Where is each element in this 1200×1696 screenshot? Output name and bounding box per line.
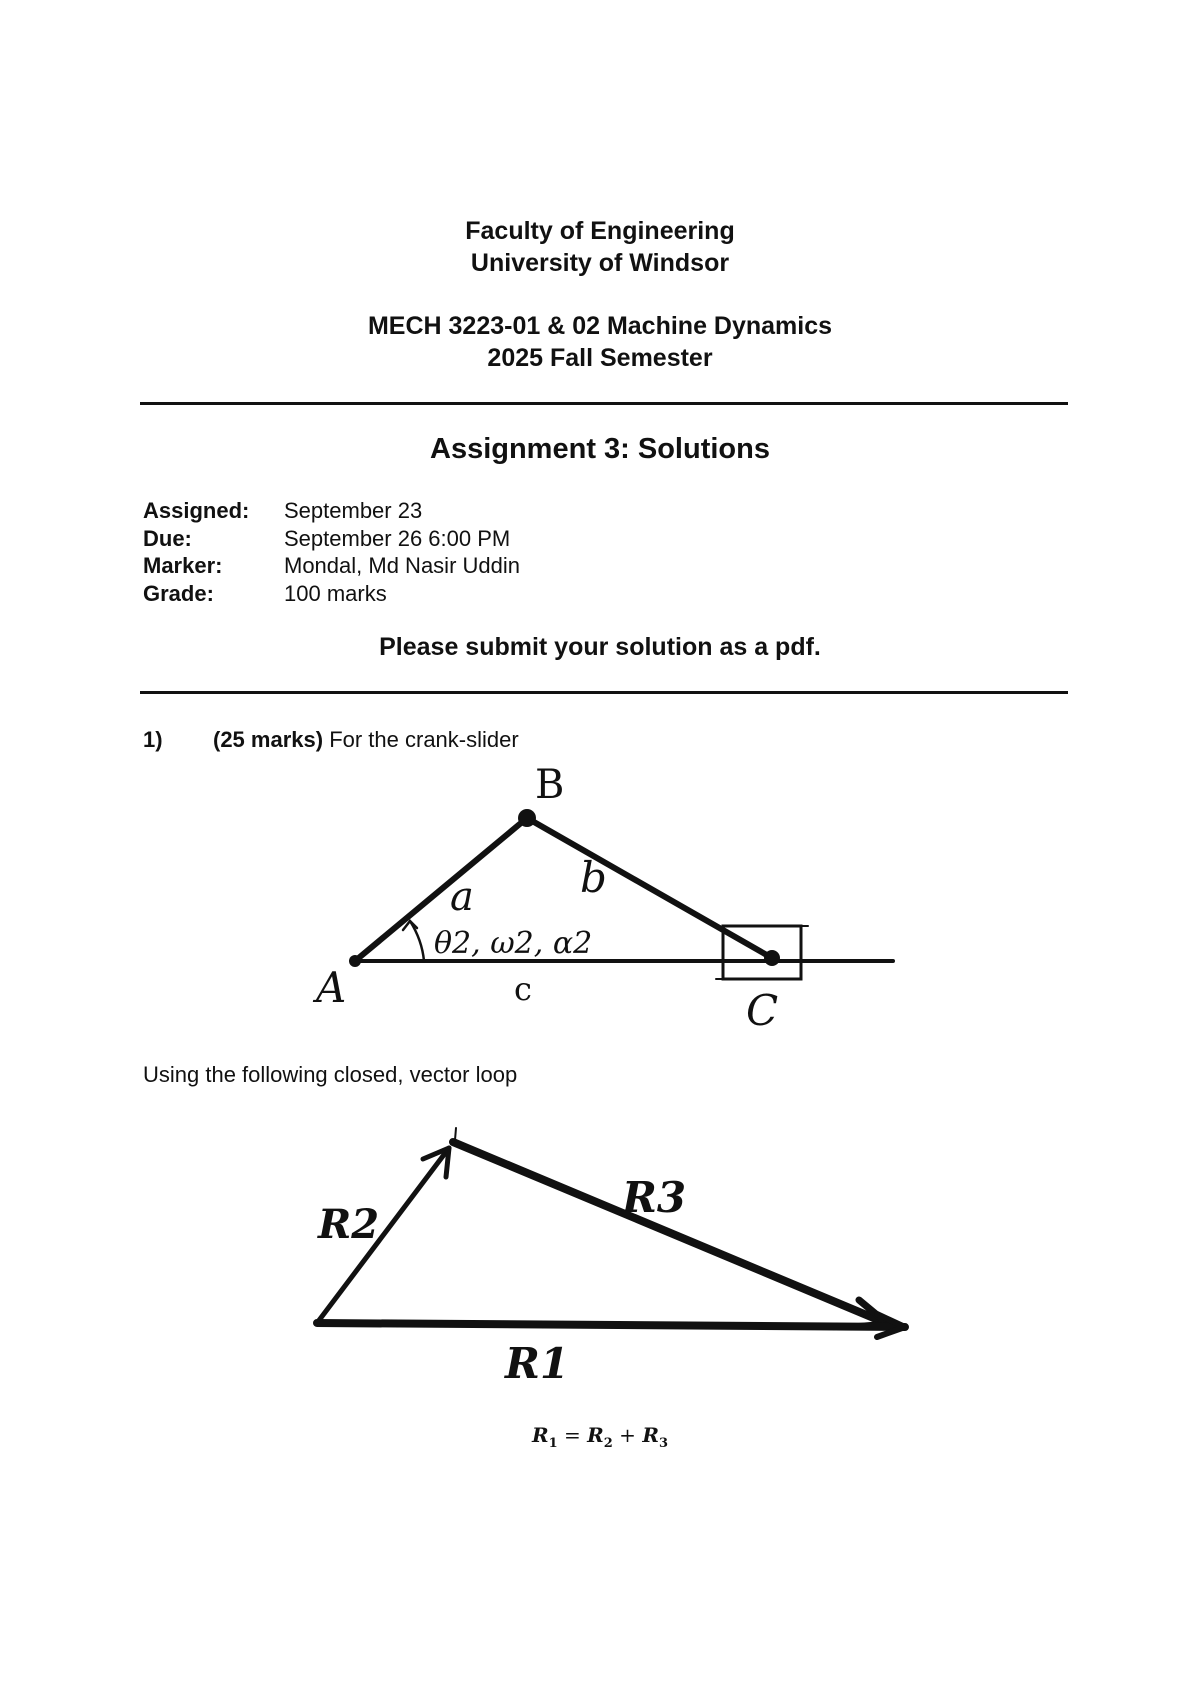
university-name: University of Windsor [470,249,730,277]
label-r2: R2 [318,1201,380,1248]
label-r3: R3 [622,1173,687,1222]
eq-lhs: R [532,1423,549,1447]
vector-r2-tick [455,1128,456,1140]
course-title: MECH 3223-01 & 02 Machine Dynamics [367,312,833,340]
meta-key: Due: [143,525,192,551]
eq-term-1-sub: 2 [603,1436,613,1451]
eq-plus: + [612,1423,643,1447]
meta-value: September 26 6:00 PM [284,525,511,551]
eq-lhs-sub: 1 [548,1436,558,1451]
question-body: For the crank-slider [323,727,519,752]
vector-loop-equation [0,1423,1200,1451]
submit-note: Please submit your solution as a pdf. [379,633,821,661]
meta-value: 100 marks [284,580,387,606]
semester: 2025 Fall Semester [487,344,713,372]
label-r1: R1 [505,1339,570,1388]
question-number: 1) [143,727,163,752]
vector-loop-intro: Using the following closed, vector loop [143,1062,518,1087]
meta-key: Grade: [143,580,214,606]
label-b-point: B [535,762,565,808]
assignment-title: Assignment 3: Solutions [430,433,770,465]
label-link-b: b [580,853,607,902]
label-a-point: A [316,963,347,1012]
eq-term-1: R [587,1423,604,1447]
faculty-name: Faculty of Engineering [465,217,735,245]
question-marks: (25 marks) [213,727,324,752]
eq-term-2-sub: 3 [658,1436,668,1451]
label-link-a: a [450,874,474,920]
label-link-c: c [514,970,532,1008]
eq-term-2: R [642,1423,659,1447]
vector-r1 [317,1323,905,1327]
label-angle: θ2, ω2, α2 [434,926,593,961]
meta-key: Marker: [143,553,223,578]
eq-equals: = [557,1423,588,1447]
meta-key: Assigned: [143,498,250,523]
vector-r3 [453,1142,888,1324]
meta-value: September 23 [284,498,423,523]
label-c-point: C [746,986,779,1035]
meta-value: Mondal, Md Nasir Uddin [284,553,520,578]
